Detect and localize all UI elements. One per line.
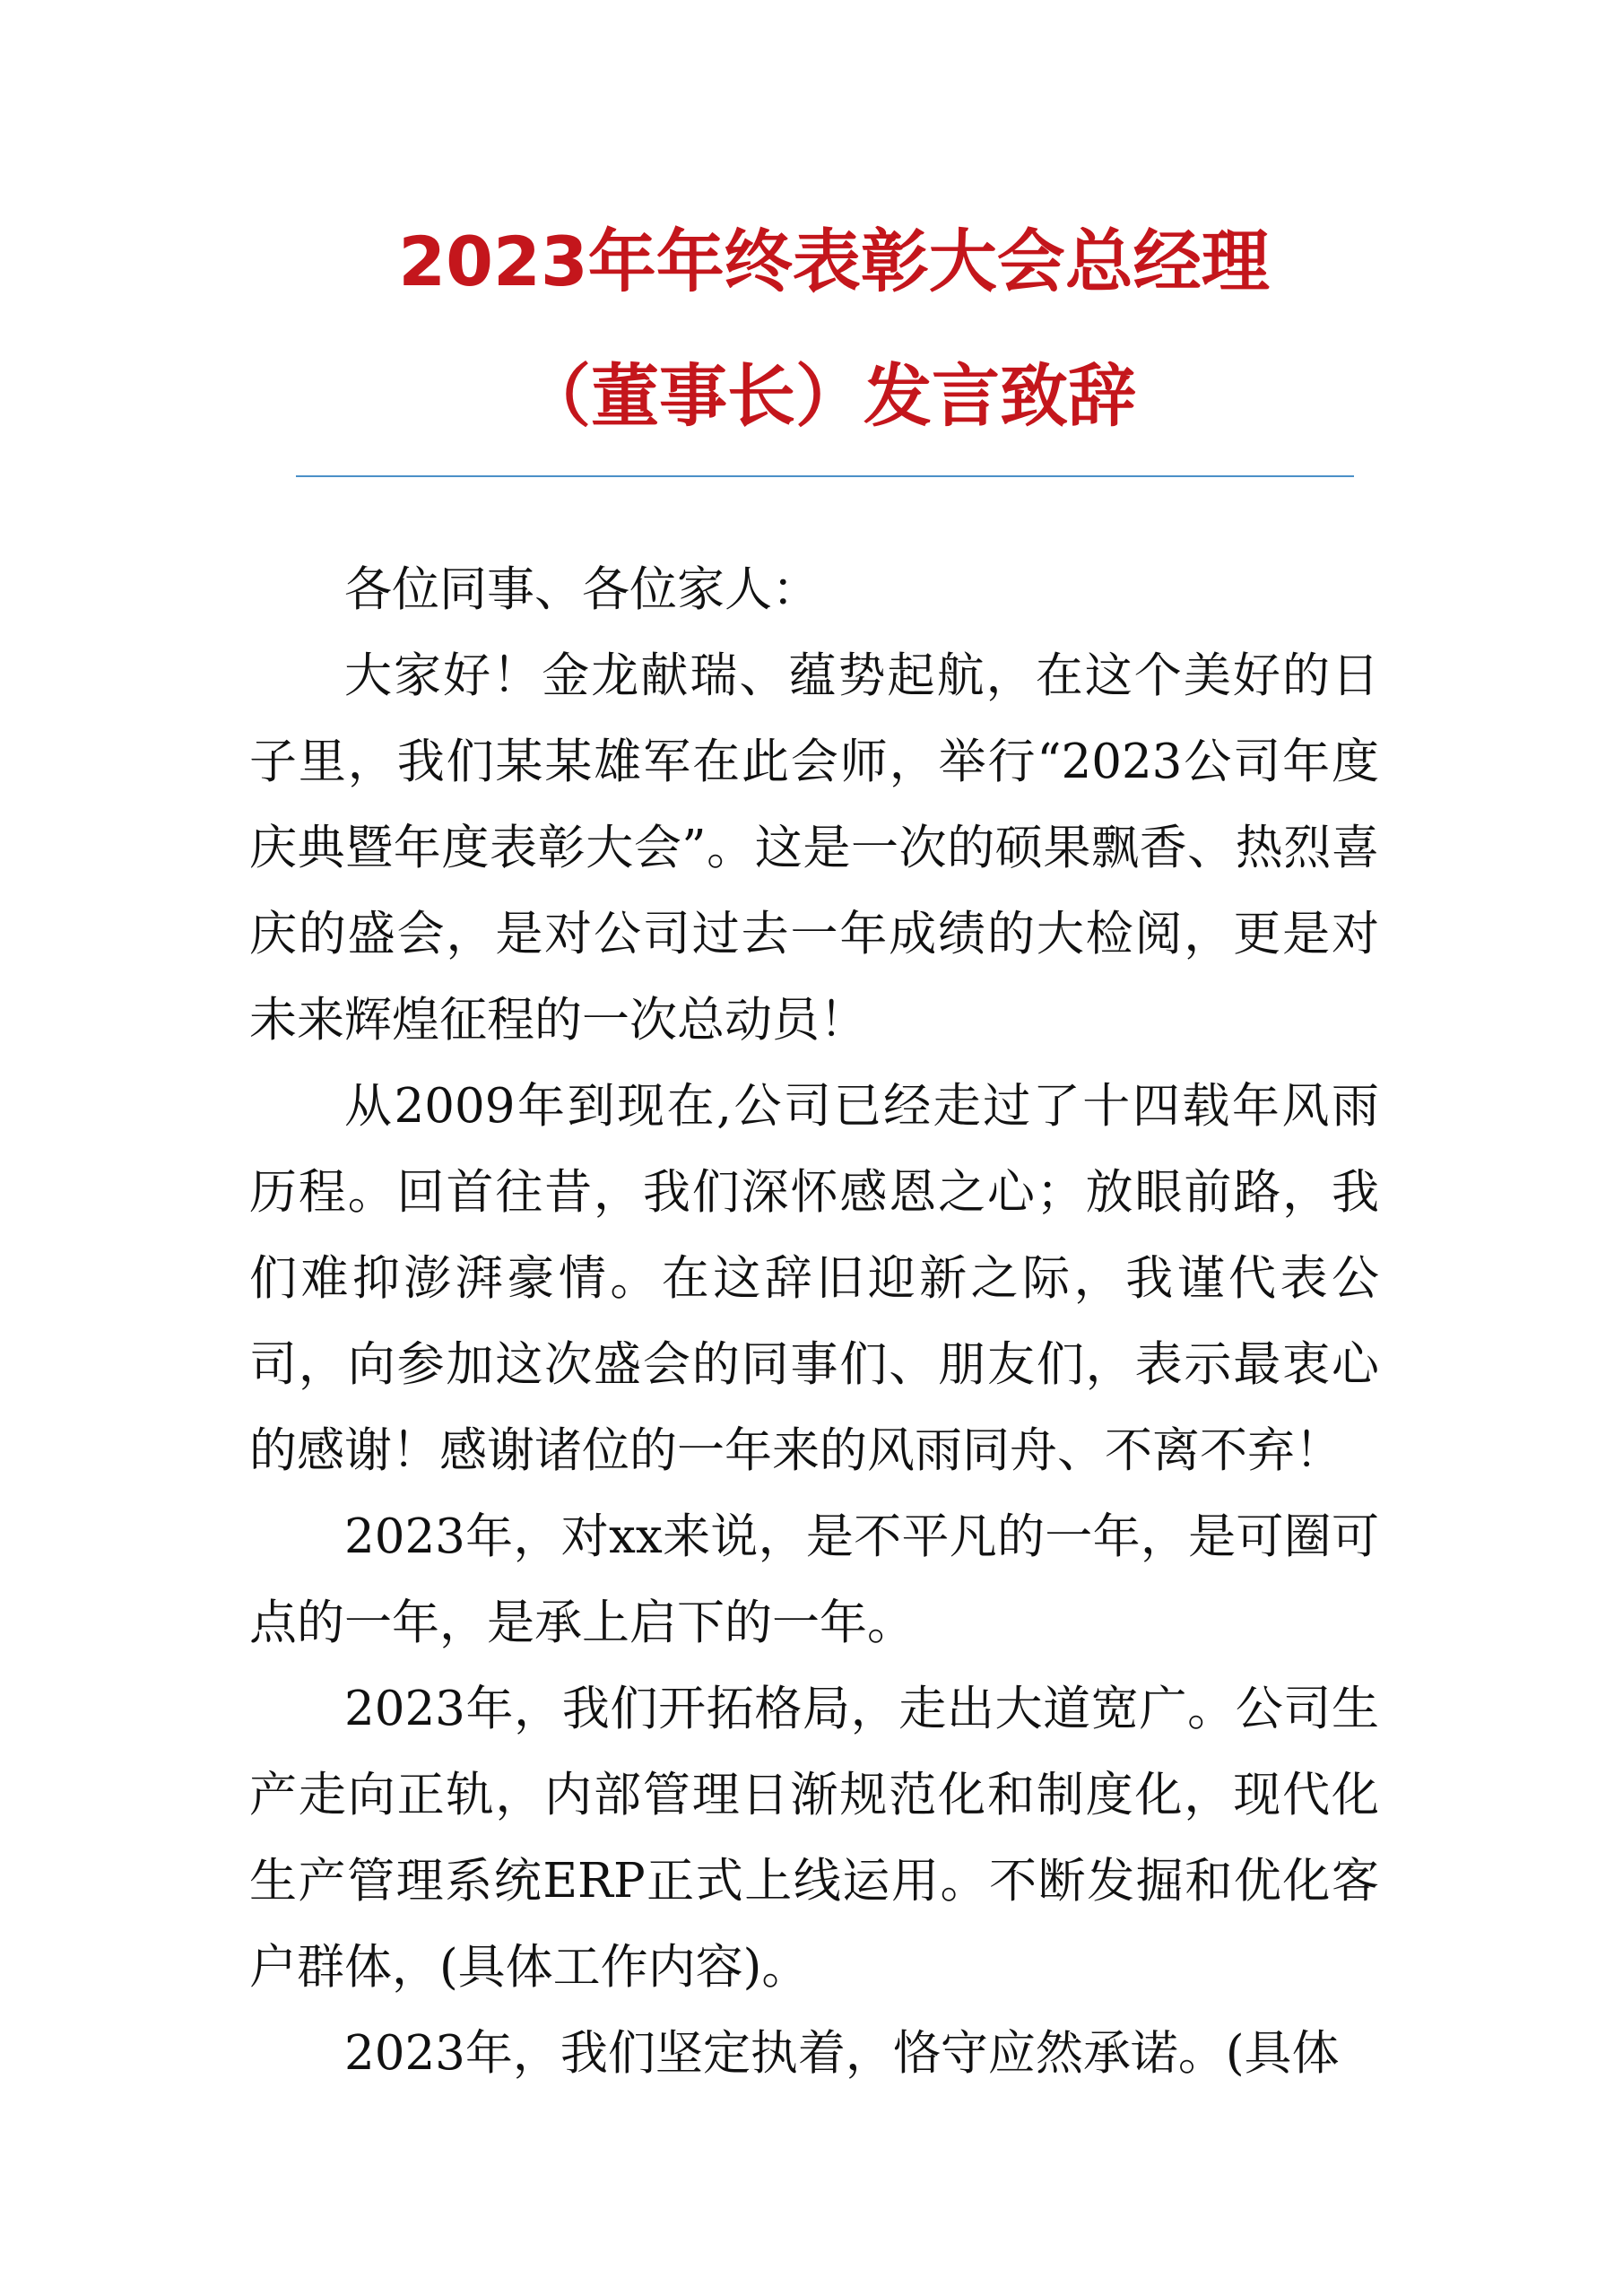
body-paragraph: 2023年，我们坚定执着，恪守应然承诺。(具体	[344, 2026, 1340, 2081]
document-body	[249, 547, 1379, 2097]
body-paragraph: 大家好！金龙献瑞、蕴势起航，在这个美好的日子里，我们某某雄军在此会师，举行“2023公司年度庆典暨年度表彰大会”。这是一次的硕果飘香、热烈喜庆的盛会，是对公司过去一年成绩的大检阅，更是对未来辉煌征程的一次总动员！	[249, 648, 1379, 1048]
body-paragraph: 从2009年到现在,公司已经走过了十四载年风雨历程。回首往昔，我们深怀感恩之心；放眼前路，我们难抑澎湃豪情。在这辞旧迎新之际，我谨代表公司，向参加这次盛会的同事们、朋友们，表示最衷心的感谢！感谢诸位的一年来的风雨同舟、不离不弃！	[249, 1079, 1379, 1478]
salutation-paragraph: 各位同事、各位家人：	[344, 562, 820, 617]
body-paragraph: 2023年，我们开拓格局，走出大道宽广。公司生产走向正轨，内部管理日渐规范化和制度化，现代化生产管理系统ERP正式上线运用。不断发掘和优化客户群体，(具体工作内容)。	[249, 1682, 1379, 1995]
body-paragraph: 2023年，对xx来说，是不平凡的一年，是可圈可点的一年，是承上启下的一年。	[249, 1509, 1379, 1650]
document-title-line-1: 2023年年终表彰大会总经理	[398, 222, 1270, 301]
title-divider	[296, 475, 1354, 477]
document-title-line-2: （董事长）发言致辞	[523, 356, 1136, 436]
